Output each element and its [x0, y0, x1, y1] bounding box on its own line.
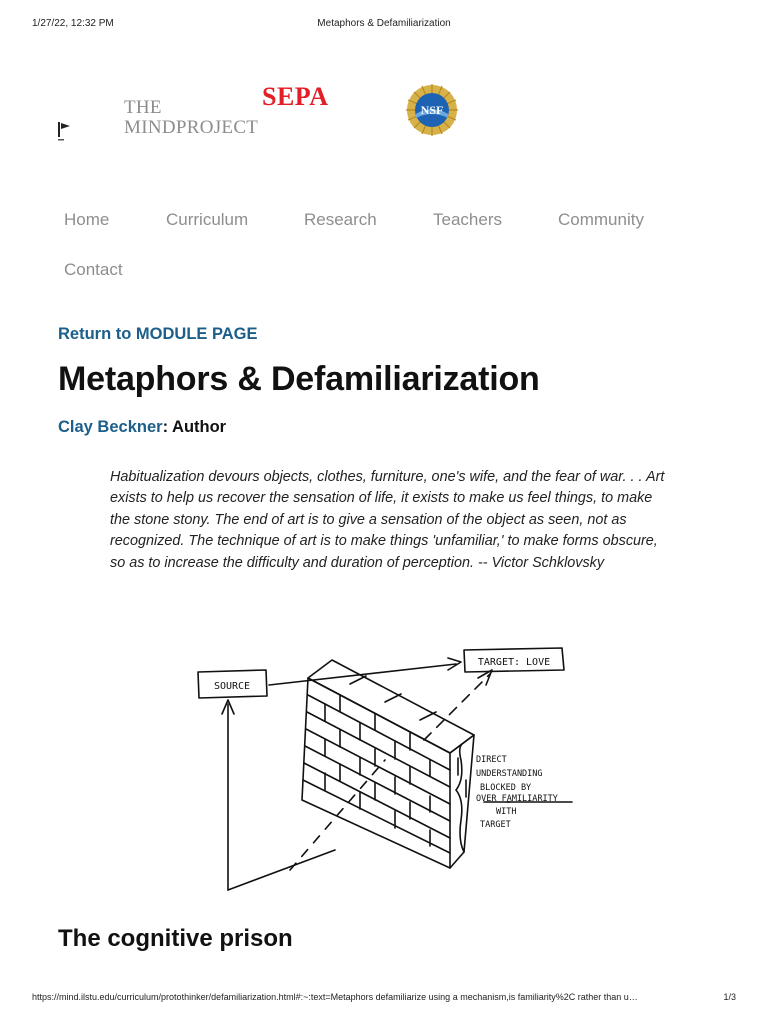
mindproject-line-2: MINDPROJECT: [124, 117, 259, 138]
print-title: Metaphors & Defamiliarization: [317, 18, 451, 29]
nav-home[interactable]: Home: [64, 210, 110, 229]
return-to-module-link[interactable]: Return to MODULE PAGE: [58, 325, 258, 343]
mindproject-mark-icon: [56, 120, 76, 142]
print-page-number: 1/3: [723, 992, 736, 1002]
defamiliarization-sketch: [180, 640, 600, 900]
sketch-note-line-6: TARGET: [480, 820, 511, 830]
nsf-logo[interactable]: [406, 84, 458, 136]
mindproject-logo[interactable]: [124, 98, 258, 138]
nav-curriculum[interactable]: Curriculum: [166, 210, 249, 229]
print-header: [32, 18, 736, 32]
nav-research[interactable]: Research: [304, 210, 377, 229]
print-timestamp: 1/27/22, 12:32 PM: [32, 18, 114, 29]
print-url: https://mind.ilstu.edu/curriculum/protothinker/defamiliarization.html#:~:text=Metaphors defamiliarize using a mechanism,is familiarity%2C rather than u…: [32, 992, 638, 1002]
nav-community[interactable]: Community: [558, 210, 644, 229]
sketch-target-label: TARGET: LOVE: [477, 657, 551, 668]
author-link[interactable]: Clay Beckner: [58, 418, 163, 436]
mindproject-line-1: THE: [124, 97, 162, 118]
sketch-source-label: SOURCE: [213, 681, 251, 692]
section-heading: The cognitive prison: [58, 925, 293, 952]
epigraph-quote: Habitualization devours objects, clothes, furniture, one's wife, and the fear of war. . . Art exists to help us recover the sensation of life, it exists to make us feel things, to make the stone stony. The end of art is to give a sensation of the object as seen, not as recognized. The technique of art is to make things 'unfamiliar,' to make forms obscure, so as to increase the difficulty and duration of perception. -- Victor Schklovsky: [110, 469, 665, 571]
page-title: Metaphors & Defamiliarization: [58, 360, 540, 398]
sketch-note-line-2: UNDERSTANDING: [476, 769, 543, 779]
byline: [58, 418, 226, 437]
sketch-note-line-3: BLOCKED BY: [480, 783, 532, 793]
sketch-note-line-5: WITH: [496, 807, 517, 817]
sketch-note-line-4: OVER FAMILIARITY: [476, 794, 558, 804]
sketch-note-line-1: DIRECT: [476, 755, 507, 765]
nsf-logo-text: NSF: [420, 103, 444, 117]
nav-teachers[interactable]: Teachers: [433, 210, 502, 229]
print-footer: [32, 992, 736, 1006]
sepa-logo[interactable]: SEPA: [262, 82, 329, 111]
nav-contact[interactable]: Contact: [64, 260, 123, 279]
logo-area: [56, 82, 476, 152]
author-role: : Author: [162, 418, 227, 436]
